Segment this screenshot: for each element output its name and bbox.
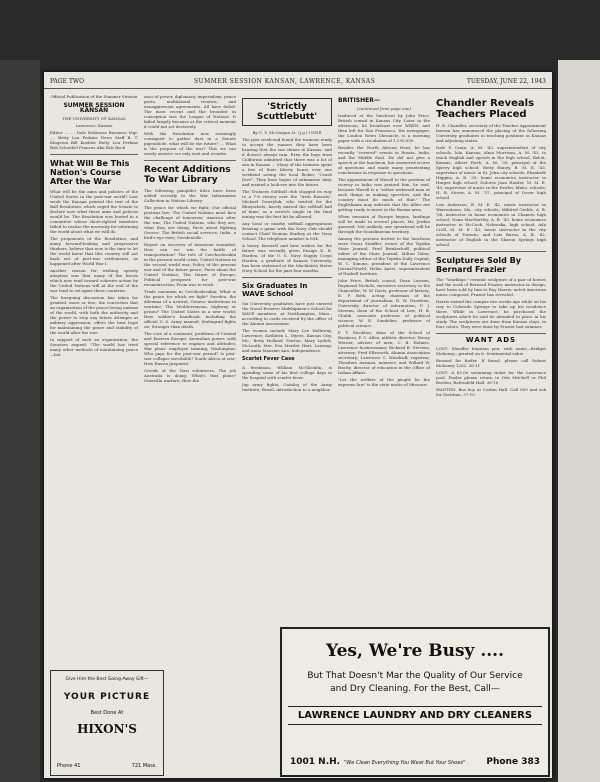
wave-headline: Six Graduates In WAVE School [242,282,308,298]
paragraph: Besides the North African front, he has recently "covered" events in Russia, India, and the Middle East. He did not give a speech at the luncheon, but answered scores of questions and made many penetrating conclusions in response to questions. [338,145,430,175]
column-britisher [338,94,430,614]
adjacent-page-left [0,60,40,782]
scuttlebutt-headline: 'Strictly Scuttlebutt' [256,102,318,122]
newspaper-page [44,72,552,778]
adjacent-page-right [558,60,600,782]
continued-note: (continued from page one) [357,106,411,111]
column-teachers [436,94,546,614]
hixon-address: 721 Mass. [131,763,157,769]
column-war-library [144,94,236,664]
hixon-subtitle: Best Done At [90,710,124,716]
byline: By C. V. McGuigan Lt. (j.g.) USNR [252,130,322,135]
divider [436,251,546,252]
staff-title: SUMMER SESSION KANSAN [63,102,125,114]
paragraph: John Price, British consul; Dean Lawson, Raymond Nichols, executive secretary to the Chancellor; W. W. Davis, professor of history; E. P. Beth, acting chairman of the department of journalism; R. W. Davidson, University director of information; F. J. Moreau, dean of the School of Law; H. B. Chubb, associate professor of political science; W. E. Sandelius, professor of political science. [338,278,430,328]
paragraph: traduced at the luncheon by John Price, British consul in Kansas City. Later in the afternoon, he broadcast over WREN, and then left for San Francisco. His newspaper, the London News Chronicle, is a morning paper with a circulation of 1,290,000. [338,113,430,143]
want-ad: LOST: Sheaffer fountain pen, with name—Bridget Mohoney—printed on it. Sentimental value. [436,346,546,356]
want-ad: LOST: A $3.00 swimming ticket for the Lawrence pool. Finder please return to Otis Mitchell or Phil Borden, Battenfeld Hall. 36-10 [436,370,546,385]
university-name: THE UNIVERSITY OF KANSAS [62,116,126,121]
sculptures-headline: Sculptures Sold By Bernard Frazier [436,256,521,274]
paragraph: H. E. Chandler, secretary of the Teacher Appointment bureau has announced the placing of the following University graduates in teaching positions in Kansas and adjoining states: [436,123,546,143]
scuttlebutt-box [242,98,332,126]
editorial-paragraph: In support of such an organization, the Senators argued: "The world has tried many other methods of maintaining peace—bal- [50,337,138,357]
paragraph: ance of power, diplomacy, imperialism, peace pacts, multilateral treaties, and nonaggression agreements. All have failed. The most recent and the broadest in conception was the League of Nations. It failed largely because at the critical moment it could not act decisively. [144,94,236,129]
paragraph: Any local or nearby softball aggregations desiring a game with the Navy club should contact Chief Yeoman Starkey at the Navy School. The telephone number is 694. [242,221,332,241]
paragraph: When invasion of Europe begins, landings will be made in several places, Mr. Jordan guessed. Not unlikely, one spearhead will be through the Scandinavian territory. [338,214,430,234]
laundry-line: But That Doesn't Mar the Quality of Our Service [307,671,523,681]
editorial-paragraph: What will be the aims and policies of the United States in the post-war world? Last week the Kansan printed the text of the Ball Resolution, which urged the Senate to declare now what those aims and policies would be. The Resolution was buried in a committee whose short-sighted members failed to realize the necessity for informing the world about what we will do. [50,189,138,234]
paragraph: F. T. Stockton, dean of the School of Business; F. C. Allen, athletic director; Henry Werner, adviser of men; C. B. Holmes, Lawrence businessman; Richard B. Stevens, attorney; Fred Ellsworth, Alumni Association secretary; Lawrence C. Woodruff, registrar; Theodore Aszman, minister; and Willard W. Beatty, director of education in the Office of Indian Affairs. [338,330,430,375]
paragraph: Report on recovery of American wounded; How can we win the battle of transportation? The role of Czechoslovakia in the present world crisis; United Nations in the second world war; Policy of the present war and of the future peace; Facts about the United Nations; The future of Europe; Political prospects for post-war reconstruction; From war to work. [144,242,236,287]
subheadline: Scarlet Fever Case [242,356,295,362]
masthead: SUMMER SESSION KANSAN, LAWRENCE, KANSAS [194,78,376,85]
teachers-headline: Chandler Reveals Teachers Placed [436,98,535,120]
laundry-address: 1001 N.H. [290,757,341,767]
britisher-headline: BRITISHER— [338,97,380,104]
page-header [44,76,552,89]
paragraph: The past week-end found the trainees ready to accept the rumors they have been hearing that the sun shines in Kansas, and it doesn't always rain. Even the boys from California admitted that there was a lot of sun in Kansas ... Many of the trainees spent a few of their liberty hours over one weekend seeing the local flicker, "Crash Dive". They have hopes of submarine duty, and wanted a look-see into the future. [242,137,332,187]
column-editorial [50,94,138,664]
paragraph: Trade unionism in Czechoslovakia; What is the peace for which we fight? Sweden, the dilemma of a neutral; Geneva institutions in wartime; The Mediterranean, highway or prison? The United States in a new world; How soldier's handbook, including the official U. S. Army manual; Stalingrad fights on; Stronger than death. [144,289,236,329]
paragraph: Dale P. Crain, A. M. '43, superintendent of city schools, Iola, Kansas; Alma Morrison, A. M. '43, to teach English and speech in the high school, Beloit, Kansas; Albert Forth, A. M. '39, principal of the Spivey high school; Betty Haney, B. M. E. '43, supervisor of music in St. John city schools; Elizabeth Higgins, A. B. '39, home economics instructor in Harper high school; Dolores Jean Haisler, M. M. E. '43, supervisor of music in the Fowler, Idaho, schools; H. B. Stover, A. M. '37, principal of Dover high school. [436,145,546,200]
laundry-line: and Dry Cleaning. For the Best, Call— [330,684,500,694]
laundry-slogan: "We Clean Everything You Wear But Your Shoes" [344,760,466,766]
want-ad: Reward for finder. If found, please call Robert Mohoney 1262. 36-11 [436,358,546,368]
hixon-tagline: Give Him the Best Going-Away Gift— [65,677,149,682]
official-note: Official Publication of the Summer Session [50,94,138,99]
laundry-advertisement [280,627,550,777]
divider [144,160,236,161]
paragraph: Creeds of the Nazi volunteers; The job Australia is doing; What's that plane? Guerrilla warfare; How the [144,368,236,383]
editorial-paragraph: Another reason for wishing speedy adoption was that many of the forces which now tend toward cohesive action by the United Nations will at the end of the war tend to set apart these countries. [50,268,138,293]
paragraph: The "Yearlings," ceramic sculpture of a pair of horses and the work of Bernard Frazier, instructor in design, have been sold by him to Roy Harris, noted American music composer, Frazier has revealed. [436,277,546,297]
paragraph: Six University graduates have just entered the Naval Reserve Midshipmen's School for WAVE members, at Northampton, Mass., according to cards received by the office of the Alumni Association. [242,301,332,326]
paragraph: Among the persons invited to the luncheon were Oscar Stauffer, owner of the Topeka State Journal; Fred Brinkerhoff, political editor of the State Journal; Milton Tabor, managing editor of the Topeka Daily Capital; W. C. Simons, president of the Lawrence Journal-World; Helen Ayers, superintendent of Haskell Institute. [338,236,430,276]
laundry-name: LAWRENCE LAUNDRY AND DRY CLEANERS [288,706,542,725]
want-ad: WANTED: Bus boy at Corbin Hall. Call 800 and ask for Dietitian. 37-10 [436,387,546,397]
editorial-paragraph: The foregoing discussion has taken for granted, more or less, the conviction that an organization of the peace-loving nations of the world, with both the authority and the power to stop any future attempts at military aggression, offers the best hope for maintaining the peace and stability of the world after the war. [50,295,138,335]
paragraph: With the Resolution now seemingly consigned to gather dust in a Senate pigeonhole, what will be the future? ... What is the purpose of the war? This we can surely answer: we only wait and wonder. [144,131,236,156]
issue-date: TUESDAY, JUNE 22, 1943 [466,78,546,85]
war-library-headline: Recent Additions To War Library [144,165,231,185]
laundry-phone: Phone 383 [486,757,540,767]
paragraph: Jap army fights; Catalog of the Army Institute; Brazil, introduction to a neighbor. [242,382,332,392]
want-ads-title: WANT ADS [465,336,517,344]
paragraph: A freshman, William McGlochlin, is spending some of his first college days in the hospital with scarlet fever. [242,365,332,380]
hixon-name: HIXON'S [77,722,137,736]
divider [50,154,138,155]
divider [242,277,332,278]
paragraph: Harris visited the campus two weeks ago while on his way to Colorado Springs to take up his residence there. While in Lawrence, he purchased the sculptures which he said he intended to place in his study. The sculptures are done from Kansas clays, in four colors. They were done by Frazier last summer. [436,299,546,329]
paragraph: Lois Anderson, B. M. E. '42, music instructor in Warrentown, Mo., city schools; Mildred Grable, A. B. '38, instructor in home economics in Chanute high school; Nona MacHartley, A. B. '43, home economics instructor in McCook, Nebraska, high school; Ada Croll, M. M. E. '43, music instructor in the city schools of Toronto; and Lois Burns, A. B. '42, instructor of English in the Sharon Springs high school. [436,202,546,247]
column-scuttlebutt [242,94,332,614]
paragraph: "Let the welfare of the people be the supreme law" is the state motto of Missouri. [338,377,430,387]
divider [436,333,546,334]
page-label: PAGE TWO [50,78,84,85]
paragraph: The core of a continent; problems of Central and Eastern Europe; Australian power, with special reference to engines and altitudes; War plans' employee training; Washington: Who pays for the post-war period? Is post-war collapse inevitable? South Africa at war; How Russia prepared. [144,331,236,366]
hixon-phone: Phone 41 [57,763,81,769]
paragraph: The peace for which we fight; Our official postwar law; The United Nations must face the challenge of tomorrow; America after the war; The United Nations, who they are, what they are doing; Facts about fighting Greece; The British social services; India, a bird's-eye view; Swedenville. [144,205,236,240]
paragraph: The women include Mary Lee Holloway, Lawrence; Kathleen L. Myers, Kansas City, Mo.; Betty Holland, Norton; Mary Lydick, McLouth; Mrs. Eva Meisler Hart, Lansing; and Anna Maurine Ann, Independence. [242,328,332,353]
paragraph: The appointment of Wavell to the position of viceroy in India was praised him, he said, because Wavell is a "rather awkward man at such things as making speeches, and the country must do much of that." The Englishmen may indicate that the Allies are getting ready to move in the Burma area. [338,177,430,212]
hixon-advertisement [50,670,164,776]
editorial-paragraph: The proponents of the Resolution, and many forward-looking and progressive thinkers, believe that now is the time to let the world know that this country will not back out of post-war settlements, as happened after World War I. [50,236,138,266]
staff-list: Editor ........ Dale Robinson Business Mgr. .... Betty Lou Perkins News Staff B. T. Kingston Bill Koehler Betty Lou Perkins Bob Schoebel Frances Ahn Bob Bock [50,130,138,150]
paragraph: The following pamphlet titles have been added recently to the War Information Collection in Watson Library: [144,188,236,203]
hixon-title: YOUR PICTURE [63,692,151,702]
editorial-headline: What Will Be This Nation's Course After the War [50,159,130,186]
paragraph: A heavy farewell and best wishes for the future was recently given Ensign K. R. Harden, of the U. S. Navy Supply Corps Harden, a graduate of Kansas University, has been stationed at the Machinists Mates Navy School for the past four months. [242,243,332,273]
laundry-headline: Yes, We're Busy .... [325,641,505,661]
city-name: Lawrence, Kansas [75,123,113,128]
paragraph: The Trainees Softball club slugged its way to a 7-6 victory over the "Irish Rascals". Michael Gowryluk, who twirled for the Bluejackets, barely missed the softball hall of fame, as a scratch single in the final inning was the first hit he allowed. [242,189,332,219]
